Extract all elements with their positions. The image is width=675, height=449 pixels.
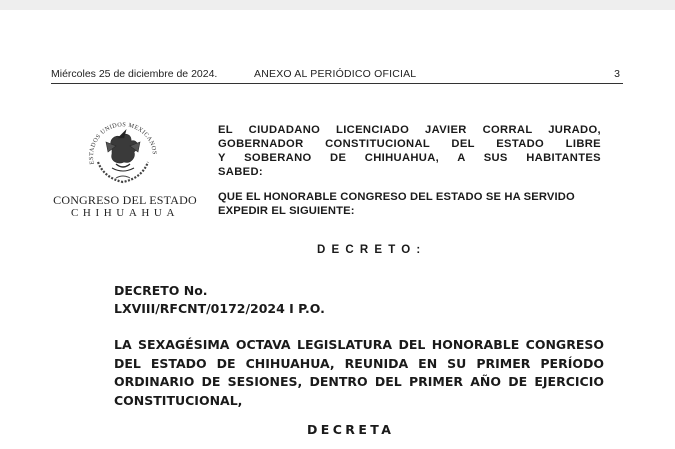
intro-line-2: GOBERNADOR CONSTITUCIONAL DEL ESTADO LIBRE <box>218 138 601 150</box>
seal-legend: ESTADOS UNIDOS MEXICANOS <box>87 121 158 166</box>
page-header <box>51 68 623 84</box>
decreto-heading: DECRETO: <box>317 244 427 256</box>
congress-line-2: CHIHUAHUA <box>70 207 179 219</box>
intro-line-1: EL CIUDADANO LICENCIADO JAVIER CORRAL JURADO, <box>218 124 601 136</box>
congress-statement-paragraph <box>218 190 608 218</box>
legislature-line-1: LA SEXAGÉSIMA OCTAVA LEGISLATURA DEL HONORABLE CONGRESO <box>114 337 604 352</box>
legislature-line-2: DEL ESTADO DE CHIHUAHUA, REUNIDA EN SU PRIMER PERÍODO <box>114 355 604 371</box>
decreto-number-block <box>114 282 325 318</box>
header-date: Miércoles 25 de diciembre de 2024. <box>51 68 218 80</box>
legislature-line-4: CONSTITUCIONAL, <box>114 392 243 408</box>
congress-name <box>46 193 204 219</box>
intro-line-3: Y SOBERANO DE CHIHUAHUA, A SUS HABITANTES <box>218 152 601 164</box>
header-annex-title: ANEXO AL PERIÓDICO OFICIAL <box>254 68 417 80</box>
governor-intro-paragraph <box>218 123 601 179</box>
decreta-heading: DECRETA <box>307 422 395 437</box>
top-gray-bar <box>0 0 675 10</box>
intro-line-4: SABED: <box>218 166 263 178</box>
mexican-coat-of-arms-icon <box>82 112 164 194</box>
honorable-line-2: EXPEDIR EL SIGUIENTE: <box>218 205 355 217</box>
legislature-line-3: ORDINARIO DE SESIONES, DENTRO DEL PRIMER AÑO DE EJERCICIO <box>114 374 604 389</box>
honorable-line-1: QUE EL HONORABLE CONGRESO DEL ESTADO SE HA SERVIDO <box>218 191 575 203</box>
page-number: 3 <box>614 68 620 80</box>
decreto-number-label: DECRETO No. <box>114 283 208 298</box>
decreto-number-value: LXVIII/RFCNT/0172/2024 I P.O. <box>114 301 325 316</box>
legislature-paragraph <box>114 336 604 410</box>
congress-line-1: CONGRESO DEL ESTADO <box>53 193 197 207</box>
